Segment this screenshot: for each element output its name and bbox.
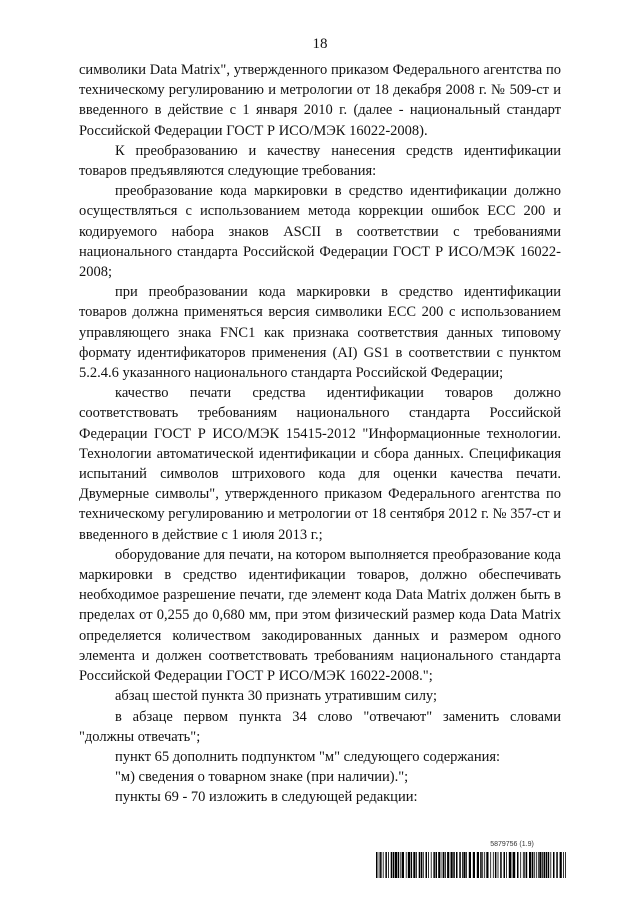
paragraph: символики Data Matrix", утвержденного приказом Федерального агентства по техническому регулированию и метрологии от 18 декабря 2008 г. № 509-ст и введенного в действие с 1 января 2010 г. (далее - национальный стандарт Российской Федерации ГОСТ Р ИСО/МЭК 16022-2008). [79,62,561,139]
paragraph: пункты 69 - 70 изложить в следующей редакции: [115,789,418,806]
paragraph: К преобразованию и качеству нанесения средств идентификации товаров предъявляются следующие требования: [79,142,561,180]
paragraph: оборудование для печати, на котором выполняется преобразование кода маркировки в средство идентификации товаров, должно обеспечивать необходимое разрешение печати, где элемент кода Data Matrix должен быть в пределах от 0,255 до 0,680 мм, при этом физический размер кода Data Matrix определяется количеством закодированных данных и размером одного элемента и должен соответствовать требованиям национального стандарта Российской Федерации ГОСТ Р ИСО/МЭК 16022-2008."; [79,546,561,685]
paragraph: абзац шестой пункта 30 признать утратившим силу; [115,688,438,705]
paragraph: преобразование кода маркировки в средство идентификации должно осуществляться с использованием метода коррекции ошибок ЕСС 200 и кодируемого набора знаков ASCII в соответствии с требованиями национального стандарта Российской Федерации ГОСТ Р ИСО/МЭК 16022-2008; [79,183,561,281]
body-text [79,60,561,808]
paragraph: в абзаце первом пункта 34 слово "отвечают" заменить словами "должны отвечать"; [79,708,561,745]
paragraph: качество печати средства идентификации товаров должно соответствовать требованиям национального стандарта Российской Федерации ГОСТ Р ИСО/МЭК 15415-2012 "Информационные технологии. Технологии автоматической идентификации и сбора данных. Спецификация испытаний символов штрихового кода для оценки качества печати. Двумерные символы", утвержденного приказом Федерального агентства по техническому регулированию и метрологии от 18 сентября 2012 г. № 357-ст и введенного в действие с 1 июля 2013 г.; [79,385,561,543]
document-code: 5879756 (1.9) [490,841,534,848]
barcode-image [376,852,566,878]
paragraph: "м) сведения о товарном знаке (при наличии)."; [115,769,409,786]
paragraph: пункт 65 дополнить подпунктом "м" следующего содержания: [115,748,501,765]
page-number: 18 [312,36,328,52]
paragraph: при преобразовании кода маркировки в средство идентификации товаров должна применяться версия символики ЕСС 200 с использованием управляющего знака FNC1 как признака соответствия данных типовому формату идентификаторов применения (AI) GS1 в соответствии с пунктом 5.2.4.6 указанного национального стандарта Российской Федерации; [79,284,561,382]
